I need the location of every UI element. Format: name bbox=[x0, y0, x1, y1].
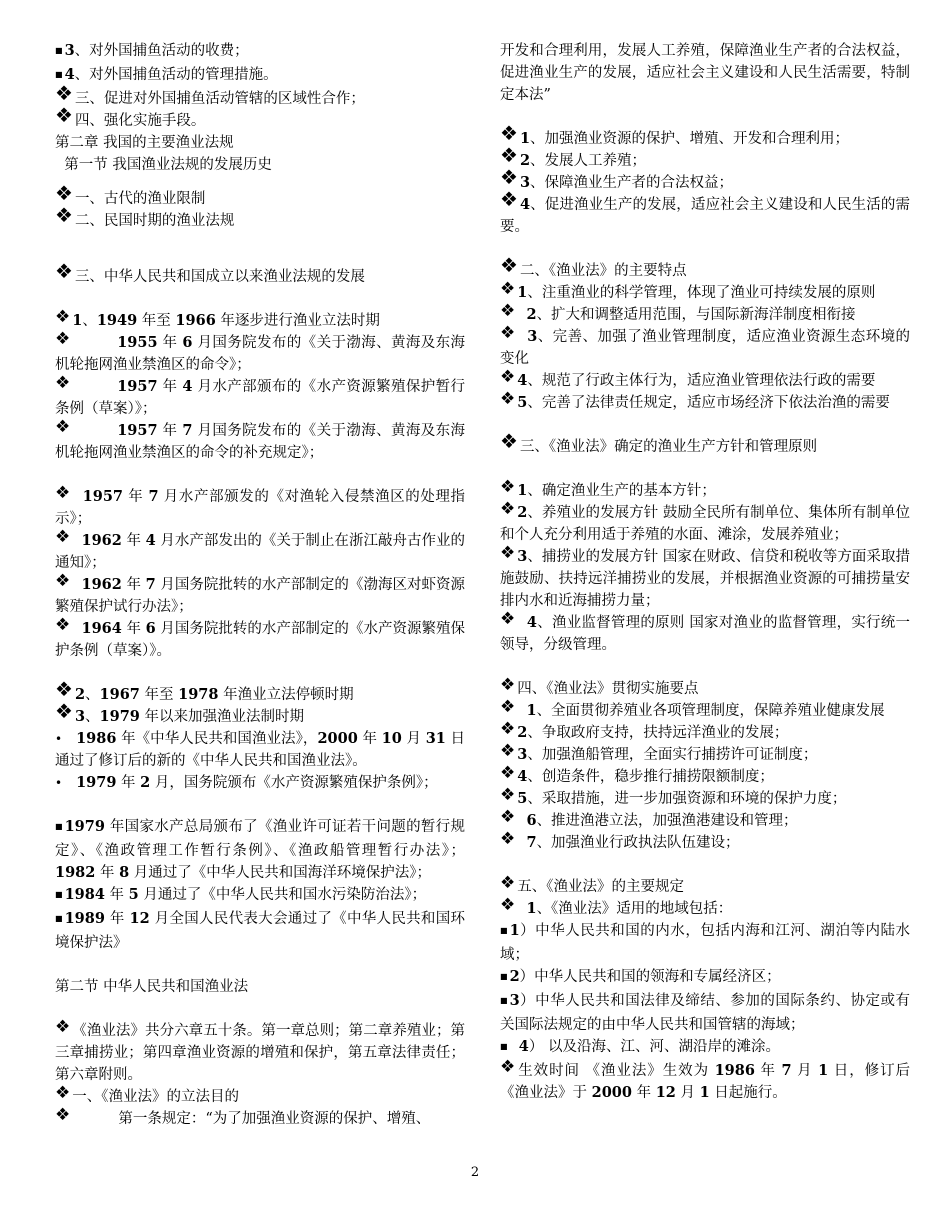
fleuron-bullet-icon: ❖ bbox=[500, 429, 518, 453]
paragraph-text: 1、注重渔业的科学管理，体现了渔业可持续发展的原则 bbox=[517, 284, 876, 301]
right-paragraph bbox=[500, 675, 910, 700]
blank-line bbox=[55, 254, 465, 266]
paragraph-text: 4、促进渔业生产的发展，适应社会主义建设和人民生活的需要。 bbox=[500, 196, 910, 235]
paragraph-text: 1、确定渔业生产的基本方针； bbox=[517, 482, 716, 499]
fleuron-bullet-icon: ❖ bbox=[500, 477, 516, 497]
fleuron-bullet-icon: ❖ bbox=[500, 301, 516, 321]
right-paragraph bbox=[500, 367, 910, 392]
left-paragraph bbox=[55, 103, 465, 132]
round-bullet-icon: • bbox=[55, 776, 63, 790]
fleuron-bullet-icon: ❖ bbox=[55, 571, 71, 591]
fleuron-bullet-icon: ❖ bbox=[500, 675, 516, 695]
left-column bbox=[55, 40, 465, 1130]
paragraph-text: 三、促进对外国捕鱼活动管辖的区域性合作； bbox=[74, 91, 365, 107]
paragraph-text: 1979 年国家水产总局颁布了《渔业许可证若干问题的暂行规定》、《渔政管理工作暂行条例》、《渔政船管理暂行办法》；1982 年 8 月通过了《中华人民共和国海洋环境保护法》； bbox=[55, 818, 465, 881]
paragraph-text: 2、争取政府支持，扶持远洋渔业的发展； bbox=[517, 724, 789, 741]
fleuron-bullet-icon: ❖ bbox=[55, 1105, 71, 1125]
paragraph-text: 1957 年 4 月水产部颁布的《水产资源繁殖保护暂行条例（草案）》； bbox=[55, 378, 466, 417]
fleuron-bullet-icon: ❖ bbox=[55, 1017, 71, 1037]
paragraph-text: 1979 年 2 月，国务院颁布《水产资源繁殖保护条例》； bbox=[76, 774, 438, 791]
fleuron-bullet-icon: ❖ bbox=[500, 609, 516, 629]
fleuron-bullet-icon: ❖ bbox=[55, 699, 73, 723]
right-paragraph bbox=[500, 697, 910, 722]
paragraph-text: 生效时间 《渔业法》生效为 1986 年 7 月 1 日，修订后《渔业法》于 2000 年 12 月 1 日起施行。 bbox=[500, 1062, 911, 1101]
paragraph-text: 2、1967 年至 1978 年渔业立法停顿时期 bbox=[74, 686, 354, 703]
paragraph-text: 1986 年《中华人民共和国渔业法》，2000 年 10 月 31 日通过了修订后的新的《中华人民共和国渔业法》。 bbox=[55, 730, 466, 769]
paragraph-text: 二、民国时期的渔业法规 bbox=[74, 213, 235, 229]
paragraph-text: 四、强化实施手段。 bbox=[74, 113, 206, 129]
fleuron-bullet-icon: ❖ bbox=[500, 187, 518, 211]
fleuron-bullet-icon: ❖ bbox=[500, 499, 516, 519]
left-paragraph bbox=[55, 699, 465, 728]
right-paragraph bbox=[500, 785, 910, 810]
paragraph-text: 第二章 我国的主要渔业法规 bbox=[55, 135, 234, 151]
fleuron-bullet-icon: ❖ bbox=[55, 307, 71, 327]
page-number: 2 bbox=[470, 1165, 480, 1180]
paragraph-text: 3、保障渔业生产者的合法权益； bbox=[519, 174, 734, 191]
right-paragraph bbox=[500, 477, 910, 502]
paragraph-text: 1、《渔业法》适用的地域包括： bbox=[526, 900, 733, 917]
fleuron-bullet-icon: ❖ bbox=[500, 1057, 516, 1077]
paragraph-text: 1957 年 7 月国务院发布的《关于渤海、黄海及东海机轮拖网渔业禁渔区的命令的补充规定》； bbox=[55, 422, 466, 461]
paragraph-text: 3、完善、加强了渔业管理制度，适应渔业资源生态环境的变化 bbox=[500, 328, 911, 367]
left-paragraph bbox=[55, 40, 465, 64]
round-bullet-icon: • bbox=[55, 732, 63, 746]
fleuron-bullet-icon: ❖ bbox=[500, 873, 516, 893]
paragraph-text: 1962 年 7 月国务院批转的水产部制定的《渤海区对虾资源繁殖保护试行办法》； bbox=[55, 576, 466, 615]
paragraph-text: 第一节 我国渔业法规的发展历史 bbox=[55, 157, 272, 173]
fleuron-bullet-icon: ❖ bbox=[500, 719, 516, 739]
paragraph-text: 2）中华人民共和国的领海和专属经济区； bbox=[509, 968, 781, 985]
paragraph-text: 1957 年 7 月水产部颁发的《对渔轮入侵禁渔区的处理指示》； bbox=[55, 488, 466, 527]
right-paragraph bbox=[500, 966, 910, 990]
left-paragraph bbox=[55, 81, 465, 110]
paragraph-text: 3、捕捞业的发展方针 国家在财政、信贷和税收等方面采取措施鼓励、扶持远洋捕捞业的发展，并根据渔业资源的可捕捞量安排内水和近海捕捞力量； bbox=[500, 548, 910, 609]
right-paragraph bbox=[500, 121, 910, 150]
fleuron-bullet-icon: ❖ bbox=[500, 763, 516, 783]
paragraph-text: 4、渔业监督管理的原则 国家对渔业的监督管理，实行统一领导，分级管理。 bbox=[500, 614, 910, 653]
right-paragraph bbox=[500, 429, 910, 458]
left-paragraph bbox=[55, 772, 465, 794]
blank-line bbox=[55, 288, 465, 310]
paragraph-text: 5、完善了法律责任规定，适应市场经济下依法治渔的需要 bbox=[517, 394, 890, 411]
right-paragraph bbox=[500, 279, 910, 304]
fleuron-bullet-icon: ❖ bbox=[55, 103, 73, 127]
right-paragraph bbox=[500, 807, 910, 832]
right-paragraph bbox=[500, 40, 910, 106]
right-paragraph bbox=[500, 920, 910, 966]
paragraph-text: 五、《渔业法》的主要规定 bbox=[517, 879, 684, 895]
paragraph-text: 1962 年 4 月水产部发出的《关于制止在浙江敲舟古作业的通知》； bbox=[55, 532, 466, 571]
right-paragraph bbox=[500, 499, 910, 546]
left-paragraph bbox=[55, 976, 465, 998]
fleuron-bullet-icon: ❖ bbox=[500, 367, 516, 387]
left-paragraph bbox=[55, 728, 465, 772]
fleuron-bullet-icon: ❖ bbox=[55, 203, 73, 227]
fleuron-bullet-icon: ❖ bbox=[500, 697, 516, 717]
fleuron-bullet-icon: ❖ bbox=[55, 81, 73, 105]
right-paragraph bbox=[500, 763, 910, 788]
right-paragraph bbox=[500, 1036, 910, 1060]
left-paragraph bbox=[55, 615, 466, 662]
fleuron-bullet-icon: ❖ bbox=[55, 615, 71, 635]
fleuron-bullet-icon: ❖ bbox=[500, 543, 516, 563]
fleuron-bullet-icon: ❖ bbox=[500, 389, 516, 409]
left-paragraph bbox=[55, 1083, 465, 1108]
paragraph-text: 1、加强渔业资源的保护、增殖、开发和合理利用； bbox=[519, 130, 850, 147]
left-paragraph bbox=[55, 571, 466, 618]
paragraph-text: 1984 年 5 月通过了《中华人民共和国水污染防治法》； bbox=[64, 886, 427, 903]
right-paragraph bbox=[500, 719, 910, 744]
fleuron-bullet-icon: ❖ bbox=[55, 483, 71, 503]
fleuron-bullet-icon: ❖ bbox=[500, 895, 516, 915]
paragraph-text: 6、推进渔港立法，加强渔港建设和管理； bbox=[526, 812, 798, 829]
square-bullet-icon: ■ bbox=[55, 70, 63, 79]
paragraph-text: 《渔业法》共分六章五十条。第一章总则；第二章养殖业；第三章捕捞业；第四章渔业资源的增殖和保护，第五章法律责任；第六章附则。 bbox=[55, 1023, 465, 1083]
left-paragraph bbox=[55, 677, 465, 706]
left-paragraph bbox=[55, 259, 465, 288]
right-paragraph bbox=[500, 187, 910, 238]
blank-line bbox=[55, 998, 465, 1020]
paragraph-text: 1、全面贯彻养殖业各项管理制度，保障养殖业健康发展 bbox=[526, 702, 885, 719]
left-paragraph bbox=[55, 154, 465, 176]
blank-line bbox=[500, 656, 910, 678]
fleuron-bullet-icon: ❖ bbox=[500, 121, 518, 145]
right-column bbox=[500, 40, 910, 1104]
right-paragraph bbox=[500, 323, 911, 370]
paragraph-text: 三、中华人民共和国成立以来渔业法规的发展 bbox=[74, 269, 365, 285]
right-paragraph bbox=[500, 829, 910, 854]
blank-line bbox=[55, 464, 465, 486]
paragraph-text: 3）中华人民共和国法律及缔结、参加的国际条约、协定或有关国际法规定的由中华人民共和国管辖的海域； bbox=[500, 992, 910, 1033]
square-bullet-icon: ■ bbox=[500, 1042, 508, 1051]
left-paragraph bbox=[55, 884, 465, 908]
fleuron-bullet-icon: ❖ bbox=[500, 253, 518, 277]
square-bullet-icon: ■ bbox=[500, 972, 508, 981]
blank-line bbox=[500, 106, 910, 128]
square-bullet-icon: ■ bbox=[55, 914, 63, 923]
left-paragraph bbox=[55, 329, 466, 376]
fleuron-bullet-icon: ❖ bbox=[55, 181, 73, 205]
paragraph-text: 四、《渔业法》贯彻实施要点 bbox=[517, 681, 699, 697]
paragraph-text: 1）中华人民共和国的内水，包括内海和江河、湖泊等内陆水域； bbox=[500, 922, 910, 963]
paragraph-text: 第一条规定：“为了加强渔业资源的保护、增殖、 bbox=[72, 1111, 431, 1127]
square-bullet-icon: ■ bbox=[55, 46, 63, 55]
right-paragraph bbox=[500, 990, 910, 1036]
square-bullet-icon: ■ bbox=[55, 822, 63, 831]
right-paragraph bbox=[500, 873, 910, 898]
left-paragraph bbox=[55, 417, 466, 464]
paragraph-text: 4、创造条件，稳步推行捕捞限额制度； bbox=[517, 768, 774, 785]
paragraph-text: 3、加强渔船管理，全面实行捕捞许可证制度； bbox=[517, 746, 818, 763]
paragraph-text: 4） 以及沿海、江、河、湖沿岸的滩涂。 bbox=[518, 1038, 780, 1055]
paragraph-text: 3、1979 年以来加强渔业法制时期 bbox=[74, 708, 304, 725]
left-paragraph bbox=[55, 908, 465, 954]
fleuron-bullet-icon: ❖ bbox=[55, 527, 71, 547]
left-paragraph bbox=[55, 816, 465, 884]
left-paragraph bbox=[55, 132, 465, 154]
paragraph-text: 2、养殖业的发展方针 鼓励全民所有制单位、集体所有制单位和个人充分利用适于养殖的水面、滩涂，发展养殖业； bbox=[500, 504, 910, 543]
left-paragraph bbox=[55, 1105, 465, 1130]
fleuron-bullet-icon: ❖ bbox=[500, 829, 516, 849]
blank-line bbox=[55, 232, 465, 254]
fleuron-bullet-icon: ❖ bbox=[500, 323, 516, 343]
fleuron-bullet-icon: ❖ bbox=[55, 1083, 71, 1103]
left-paragraph bbox=[55, 527, 466, 574]
paragraph-text: 一、古代的渔业限制 bbox=[74, 191, 206, 207]
fleuron-bullet-icon: ❖ bbox=[55, 677, 73, 701]
fleuron-bullet-icon: ❖ bbox=[500, 741, 516, 761]
paragraph-text: 1、1949 年至 1966 年逐步进行渔业立法时期 bbox=[72, 312, 380, 329]
right-paragraph bbox=[500, 389, 910, 414]
paragraph-text: 7、加强渔业行政执法队伍建设； bbox=[526, 834, 740, 851]
blank-line bbox=[500, 414, 910, 436]
blank-line bbox=[55, 954, 465, 976]
paragraph-text: 三、《渔业法》确定的渔业生产方针和管理原则 bbox=[519, 439, 818, 455]
paragraph-text: 一、《渔业法》的立法目的 bbox=[72, 1089, 239, 1105]
right-paragraph bbox=[500, 301, 910, 326]
left-paragraph bbox=[55, 373, 466, 420]
square-bullet-icon: ■ bbox=[55, 890, 63, 899]
fleuron-bullet-icon: ❖ bbox=[500, 279, 516, 299]
fleuron-bullet-icon: ❖ bbox=[55, 373, 71, 393]
square-bullet-icon: ■ bbox=[500, 996, 508, 1005]
paragraph-text: 第二节 中华人民共和国渔业法 bbox=[55, 979, 249, 995]
left-paragraph bbox=[55, 483, 466, 530]
fleuron-bullet-icon: ❖ bbox=[500, 807, 516, 827]
right-paragraph bbox=[500, 895, 910, 920]
paragraph-text: 4、规范了行政主体行为，适应渔业管理依法行政的需要 bbox=[517, 372, 876, 389]
right-paragraph bbox=[500, 143, 910, 172]
right-paragraph bbox=[500, 543, 910, 612]
blank-line bbox=[55, 176, 465, 188]
fleuron-bullet-icon: ❖ bbox=[500, 785, 516, 805]
fleuron-bullet-icon: ❖ bbox=[55, 259, 73, 283]
left-paragraph bbox=[55, 64, 465, 88]
blank-line bbox=[500, 238, 910, 260]
right-paragraph bbox=[500, 165, 910, 194]
blank-line bbox=[55, 794, 465, 816]
paragraph-text: 5、采取措施，进一步加强资源和环境的保护力度； bbox=[517, 790, 847, 807]
right-paragraph bbox=[500, 741, 910, 766]
paragraph-text: 2、扩大和调整适用范围，与国际新海洋制度相衔接 bbox=[526, 306, 856, 323]
left-paragraph bbox=[55, 307, 465, 332]
right-paragraph bbox=[500, 609, 910, 656]
blank-line bbox=[500, 458, 910, 480]
paragraph-text: 1989 年 12 月全国人民代表大会通过了《中华人民共和国环境保护法》 bbox=[55, 910, 466, 951]
fleuron-bullet-icon: ❖ bbox=[500, 165, 518, 189]
fleuron-bullet-icon: ❖ bbox=[55, 329, 71, 349]
square-bullet-icon: ■ bbox=[500, 926, 508, 935]
left-paragraph bbox=[55, 1017, 465, 1086]
paragraph-text: 二、《渔业法》的主要特点 bbox=[519, 263, 687, 279]
left-paragraph bbox=[55, 203, 465, 232]
paragraph-text: 1964 年 6 月国务院批转的水产部制定的《水产资源繁殖保护条例（草案）》。 bbox=[55, 620, 466, 659]
right-paragraph bbox=[500, 1057, 911, 1104]
left-paragraph bbox=[55, 181, 465, 210]
paragraph-text: 开发和合理利用，发展人工养殖，保障渔业生产者的合法权益，促进渔业生产的发展，适应社会主义建设和人民生活需要，特制定本法” bbox=[500, 43, 910, 103]
blank-line bbox=[500, 854, 910, 876]
paragraph-text: 2、发展人工养殖； bbox=[519, 152, 647, 169]
fleuron-bullet-icon: ❖ bbox=[55, 417, 71, 437]
fleuron-bullet-icon: ❖ bbox=[500, 143, 518, 167]
right-paragraph bbox=[500, 253, 910, 282]
paragraph-text: 1955 年 6 月国务院发布的《关于渤海、黄海及东海机轮拖网渔业禁渔区的命令》； bbox=[55, 334, 466, 373]
paragraph-text: 4、对外国捕鱼活动的管理措施。 bbox=[64, 66, 278, 83]
blank-line bbox=[55, 662, 465, 684]
paragraph-text: 3、对外国捕鱼活动的收费； bbox=[64, 42, 249, 59]
